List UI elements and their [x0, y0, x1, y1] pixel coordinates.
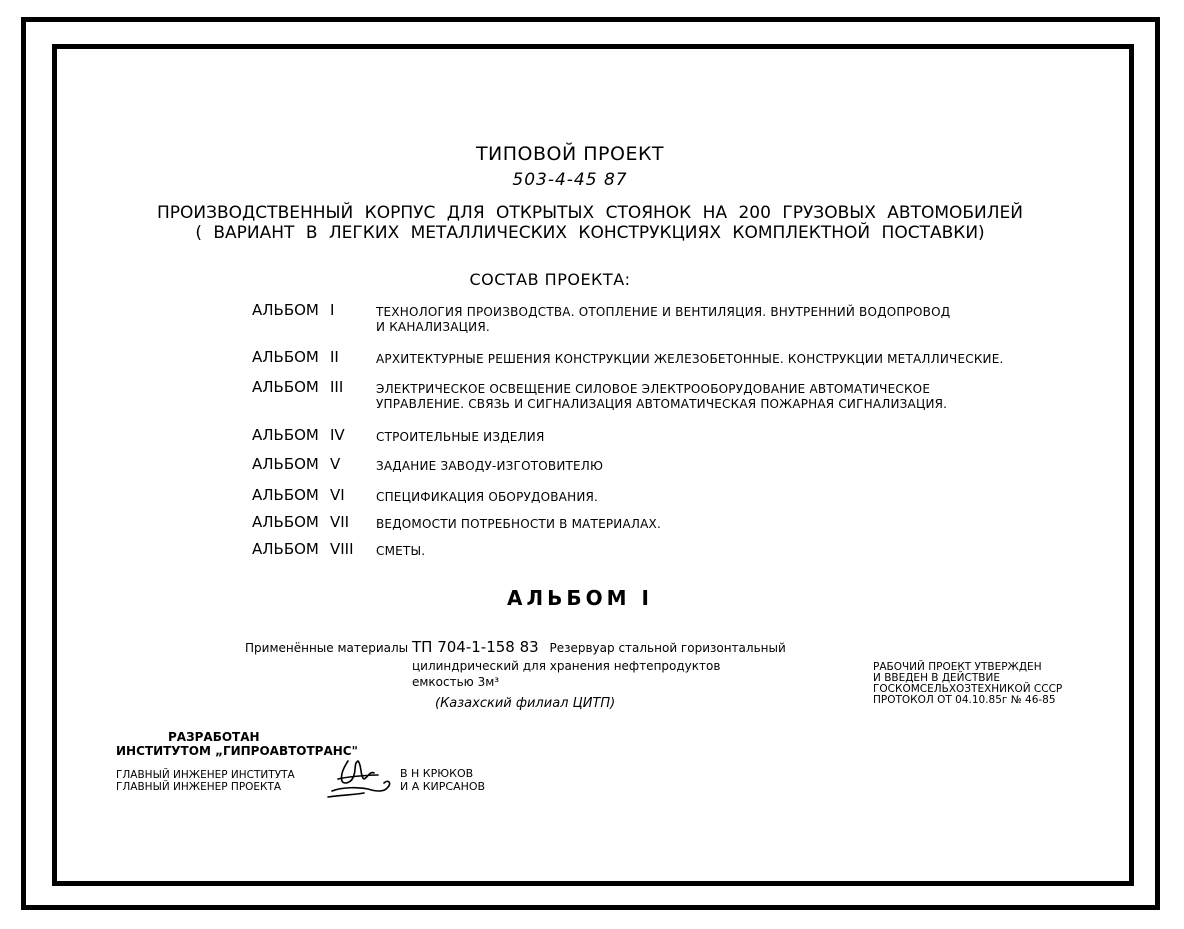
album-description	[376, 305, 950, 335]
album-label: АЛЬБОМ	[252, 426, 319, 444]
materials-line-3: емкостью 3м³	[412, 675, 500, 689]
album-number: VII	[330, 513, 350, 531]
album-description-line: АРХИТЕКТУРНЫЕ РЕШЕНИЯ КОНСТРУКЦИИ ЖЕЛЕЗОБЕТОННЫЕ. КОНСТРУКЦИИ МЕТАЛЛИЧЕСКИЕ.	[376, 352, 1004, 366]
composition-heading: СОСТАВ ПРОЕКТА:	[469, 270, 631, 289]
album-description-line: ВЕДОМОСТИ ПОТРЕБНОСТИ В МАТЕРИАЛАХ.	[376, 517, 661, 531]
album-label: АЛЬБОМ	[252, 348, 319, 366]
album-number: II	[330, 348, 339, 366]
materials-tp: ТП 704-1-158 83	[412, 638, 539, 656]
album-number: IV	[330, 426, 345, 444]
album-label: АЛЬБОМ	[252, 513, 319, 531]
album-label: АЛЬБОМ	[252, 540, 319, 558]
project-name-line: ПРОИЗВОДСТВЕННЫЙ КОРПУС ДЛЯ ОТКРЫТЫХ СТОЯНОК НА 200 ГРУЗОВЫХ АВТОМОБИЛЕЙ	[156, 203, 1024, 223]
album-description	[376, 382, 947, 412]
album-number: V	[330, 455, 341, 473]
album-description-line: СМЕТЫ.	[376, 544, 426, 558]
album-description	[376, 430, 545, 445]
approval-line: ПРОТОКОЛ ОТ 04.10.85г № 46-85	[873, 694, 1056, 706]
album-description-line: СТРОИТЕЛЬНЫЕ ИЗДЕЛИЯ	[376, 430, 545, 444]
album-description-line: ТЕХНОЛОГИЯ ПРОИЗВОДСТВА. ОТОПЛЕНИЕ И ВЕНТИЛЯЦИЯ. ВНУТРЕННИЙ ВОДОПРОВОД	[376, 305, 951, 319]
chief-engineer-institute-name: В Н КРЮКОВ	[400, 767, 474, 780]
project-code: 503-4-45 87	[512, 170, 628, 190]
album-description-line: И КАНАЛИЗАЦИЯ.	[376, 320, 490, 334]
album-description	[376, 352, 1004, 367]
album-label: АЛЬБОМ	[252, 486, 319, 504]
materials-line-1: Резервуар стальной горизонтальный	[549, 641, 786, 655]
album-heading: АЛЬБОМ I	[507, 586, 653, 610]
album-number: III	[330, 378, 344, 396]
album-description	[376, 459, 603, 474]
signature-stroke	[328, 761, 390, 797]
approval-line: И ВВЕДЕН В ДЕЙСТВИЕ	[873, 672, 1000, 684]
chief-engineer-project-role: ГЛАВНЫЙ ИНЖЕНЕР ПРОЕКТА	[116, 781, 282, 793]
approval-line: РАБОЧИЙ ПРОЕКТ УТВЕРЖДЕН	[873, 661, 1042, 673]
album-description-line: СПЕЦИФИКАЦИЯ ОБОРУДОВАНИЯ.	[376, 490, 599, 504]
album-label: АЛЬБОМ	[252, 301, 319, 319]
album-number: I	[330, 301, 335, 319]
album-description-line: ЗАДАНИЕ ЗАВОДУ-ИЗГОТОВИТЕЛЮ	[376, 459, 604, 473]
developer-line-1: РАЗРАБОТАН	[168, 730, 260, 744]
album-description	[376, 490, 598, 505]
materials-tp-code	[412, 640, 786, 655]
materials-label: Применённые материалы	[245, 641, 409, 655]
project-type-title: ТИПОВОЙ ПРОЕКТ	[475, 143, 665, 165]
album-label: АЛЬБОМ	[252, 455, 319, 473]
album-label: АЛЬБОМ	[252, 378, 319, 396]
project-name-line: ( ВАРИАНТ В ЛЕГКИХ МЕТАЛЛИЧЕСКИХ КОНСТРУКЦИЯХ КОМПЛЕКТНОЙ ПОСТАВКИ)	[195, 223, 985, 243]
album-description	[376, 517, 661, 532]
signature-mark	[318, 757, 396, 799]
materials-line-4: (Казахский филиал ЦИТП)	[435, 696, 616, 711]
chief-engineer-project-name: И А КИРСАНОВ	[400, 780, 486, 793]
materials-line-2: цилиндрический для хранения нефтепродуктов	[412, 659, 721, 673]
album-number: VIII	[330, 540, 354, 558]
album-number: VI	[330, 486, 345, 504]
album-description-line: УПРАВЛЕНИЕ. СВЯЗЬ И СИГНАЛИЗАЦИЯ АВТОМАТИЧЕСКАЯ ПОЖАРНАЯ СИГНАЛИЗАЦИЯ.	[376, 397, 948, 411]
chief-engineer-institute-role: ГЛАВНЫЙ ИНЖЕНЕР ИНСТИТУТА	[116, 769, 295, 781]
developer-line-2: ИНСТИТУТОМ „ГИПРОАВТОТРАНС"	[116, 744, 358, 758]
approval-line: ГОСКОМСЕЛЬХОЗТЕХНИКОЙ СССР	[873, 683, 1063, 695]
album-description	[376, 544, 425, 559]
album-description-line: ЭЛЕКТРИЧЕСКОЕ ОСВЕЩЕНИЕ СИЛОВОЕ ЭЛЕКТРООБОРУДОВАНИЕ АВТОМАТИЧЕСКОЕ	[376, 382, 931, 396]
approval-note	[873, 662, 1062, 706]
